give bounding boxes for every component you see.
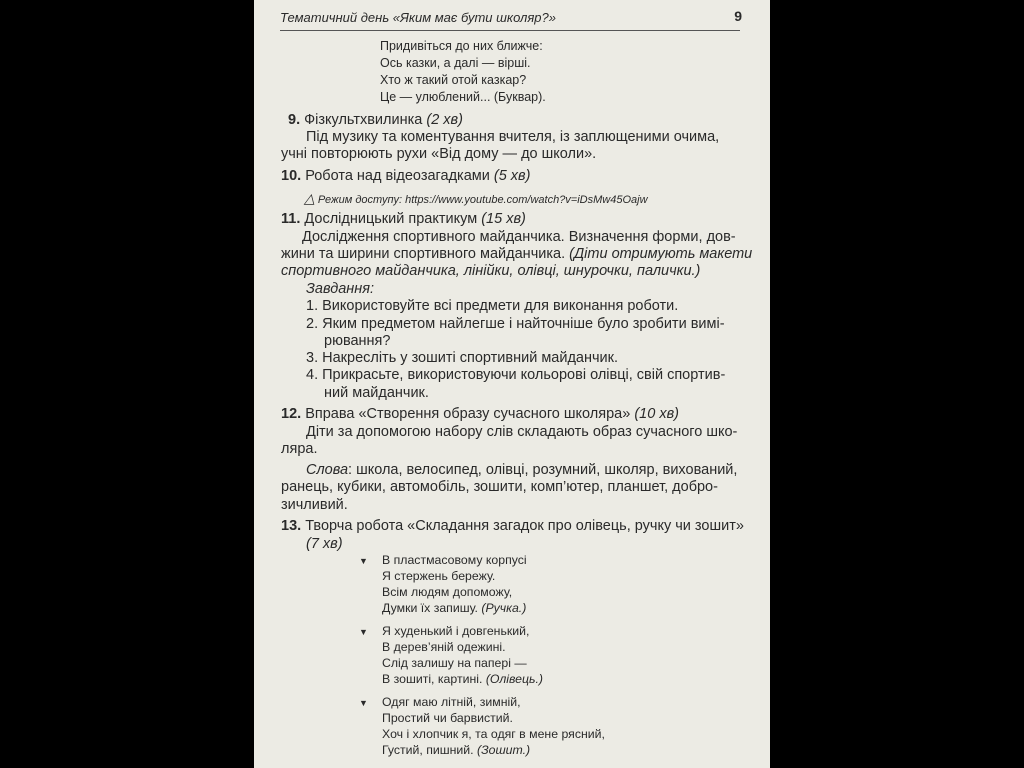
riddle-line: В зошиті, картині. (Олівець.) (382, 672, 543, 686)
poem-line: Хто ж такий отой казкар? (380, 73, 527, 87)
section-12-heading: 12. Вправа «Створення образу сучасного школяра» (10 хв) (281, 406, 679, 422)
section-13-time: (7 хв) (306, 536, 343, 552)
book-page (254, 0, 770, 768)
words-line: зичливий. (281, 497, 348, 513)
task-item: 4. Прикрасьте, використовуючи кольорові олівці, свій спортив- (306, 367, 726, 383)
task-item: 3. Накресліть у зошиті спортивний майданчик. (306, 350, 619, 366)
bullet-icon: ▼ (359, 556, 368, 566)
running-header (280, 8, 740, 31)
tasks-label: Завдання: (306, 281, 375, 297)
poem-line: Ось казки, а далі — вірші. (380, 56, 531, 70)
section-9-text: Під музику та коментування вчителя, із заплющеними очима, (306, 129, 720, 145)
riddle-line: Я худенький і довгенький, (382, 624, 530, 638)
section-9-text: учні повторюють рухи «Від дому — до школи». (281, 146, 597, 162)
link-text[interactable]: Режим доступу: https://www.youtube.com/watch?v=iDsMw45Oajw (317, 194, 648, 206)
riddle-line: Густий, пишний. (Зошит.) (382, 743, 531, 757)
bullet-icon: ▼ (359, 698, 368, 708)
riddle-line: В дерев’яній одежині. (382, 640, 506, 654)
riddle-line: Хоч і хлопчик я, та одяг в мене рясний, (382, 727, 605, 741)
task-item: 2. Яким предметом найлегше і найточніше було зробити вимі- (306, 316, 725, 332)
page-number: 9 (734, 8, 742, 24)
section-9-heading: 9. Фізкультхвилинка (2 хв) (288, 112, 463, 128)
riddle-line: Я стержень бережу. (382, 569, 496, 583)
riddle-line: В пластмасовому корпусі (382, 553, 527, 567)
riddle-line: Всім людям допоможу, (382, 585, 513, 599)
header-title: Тематичний день «Яким має бути школяр?» (280, 10, 556, 25)
task-item: 1. Використовуйте всі предмети для виконання роботи. (306, 298, 679, 314)
words-line: ранець, кубики, автомобіль, зошити, комп’ютер, планшет, добро- (281, 479, 718, 495)
section-12-text: Діти за допомогою набору слів складають образ сучасного шко- (306, 424, 738, 440)
poem-line: Придивіться до них ближче: (380, 39, 543, 53)
section-11-text: спортивного майданчика, лінійки, олівці, шнурочки, палички.) (281, 263, 701, 279)
riddle-line: Думки їх запишу. (Ручка.) (382, 601, 527, 615)
section-12-text: ляра. (281, 441, 318, 457)
section-10-heading: 10. Робота над відеозагадками (5 хв) (281, 168, 531, 184)
bullet-icon: ▼ (359, 627, 368, 637)
task-item: рювання? (324, 333, 391, 349)
poem-line: Це — улюблений... (Буквар). (380, 90, 546, 104)
words-line: Слова: школа, велосипед, олівці, розумний, школяр, вихований, (306, 462, 738, 478)
riddle-line: Слід залишу на папері — (382, 656, 527, 670)
section-13-heading: 13. Творча робота «Складання загадок про олівець, ручку чи зошит» (281, 518, 744, 534)
riddle-line: Простий чи барвистий. (382, 711, 513, 725)
section-11-text: Дослідження спортивного майданчика. Визначення форми, дов- (302, 229, 736, 245)
triangle-icon: △ (304, 190, 315, 206)
section-11-text: жини та ширини спортивного майданчика. (Діти отримують макети (281, 246, 753, 262)
riddle-line: Одяг маю літній, зимній, (382, 695, 521, 709)
task-item: ний майданчик. (324, 385, 429, 401)
video-link[interactable] (304, 190, 648, 207)
section-11-heading: 11. Дослідницький практикум (15 хв) (281, 211, 526, 227)
